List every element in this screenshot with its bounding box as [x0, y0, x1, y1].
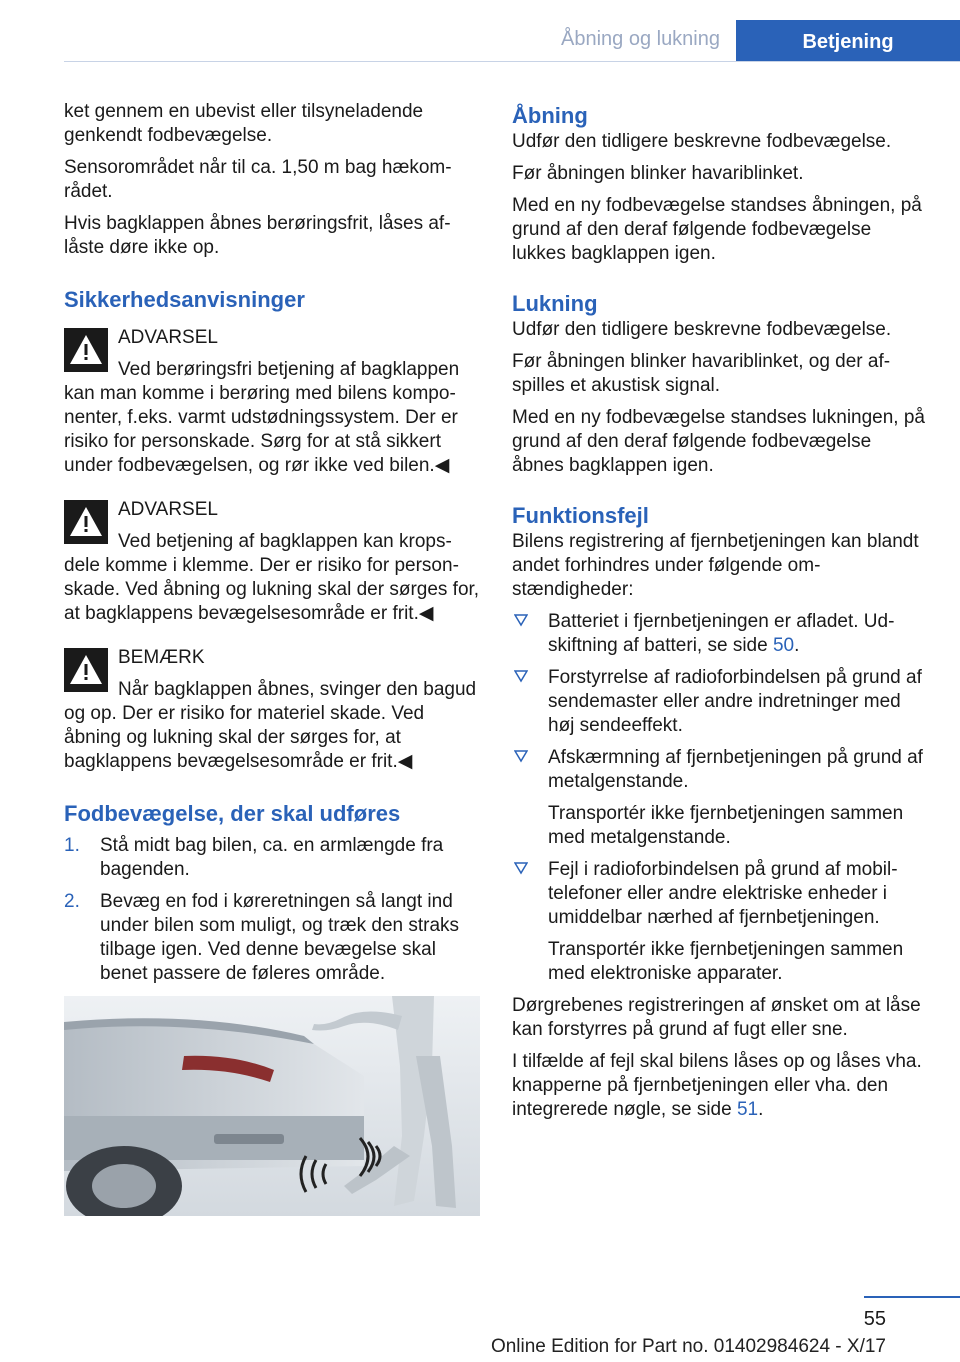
notice-text: Når bagklappen åbnes, svinger den bagud og op. Der er risiko for materiel skade. Ved åbning og lukning skal der sørges for, at bagklappens bevægelsesområde er frit.◀ [64, 679, 477, 772]
warning-block [64, 324, 480, 478]
notice-title: BEMÆRK [118, 647, 205, 668]
fault-sub-text: Transportér ikke fjernbetjeningen sammen med metalgenstande. [548, 803, 904, 848]
fault-text: Forstyrrelse af radioforbindelsen på grund af sendemaster eller andre indretninger med høj sendeeffekt. [548, 667, 922, 736]
step-text: Stå midt bag bilen, ca. en armlængde fra bagenden. [100, 835, 444, 880]
fault-text: Batteriet i fjernbetjeningen er afladet. Udskiftning af batteri, se side [548, 611, 895, 656]
footer-rule [864, 1296, 960, 1298]
triangle-bullet-icon [514, 669, 528, 683]
header-rule [64, 61, 960, 62]
step-number: 2. [64, 891, 80, 912]
closing-heading: Lukning [512, 291, 598, 316]
step-text: Bevæg en fod i køreretningen så langt ind under bilen som muligt, og træk den straks tilbage igen. Ved denne bevægelse skal benet passere de føleres område. [100, 891, 460, 984]
triangle-bullet-icon [514, 613, 528, 627]
fault-text: Afskærmning af fjernbetjeningen på grund af metalgenstande. [548, 747, 923, 792]
foot-movement-heading: Fodbevægelse, der skal udføres [64, 801, 401, 826]
intro-paragraph: ket gennem en ubevist eller tilsyneladende genkendt fodbevægelse. [64, 101, 424, 146]
fault-text-suffix: . [794, 635, 800, 656]
closing-paragraph: Før åbningen blinker havariblinket, og der afspilles et akustisk signal. [512, 351, 891, 396]
page-number: 55 [863, 1308, 886, 1330]
closing-paragraph: Med en ny fodbevægelse standses lukningen, på grund af den deraf følgende fodbevægelse åbnes bagklappen igen. [512, 407, 925, 476]
intro-paragraph: Sensorområdet når til ca. 1,50 m bag hækområdet. [64, 157, 452, 202]
fault-text: Fejl i radioforbindelsen på grund af mobiltelefoner eller andre elektriske enheder i umiddelbar nærhed af fjernbetjeningen. [548, 859, 898, 928]
fault-intro: Bilens registrering af fjernbetjeningen kan blandt andet forhindres under følgende omstændigheder: [512, 531, 919, 600]
opening-paragraph: Udfør den tidligere beskrevne fodbevægelse. [512, 131, 892, 152]
step-number: 1. [64, 835, 80, 856]
header-chapter-tab: Betjening [736, 20, 960, 62]
door-handle-paragraph: Dørgrebenes registreringen af ønsket om at låse kan forstyrres på grund af fugt eller sne. [512, 995, 921, 1040]
warning-title: ADVARSEL [118, 499, 218, 520]
warning-title: ADVARSEL [118, 327, 218, 348]
warning-triangle-icon [64, 328, 108, 372]
fault-list [512, 610, 928, 986]
edition-line: Online Edition for Part no. 01402984624 - X/17 [490, 1336, 886, 1357]
triangle-bullet-icon [514, 749, 528, 763]
step-item [64, 890, 480, 986]
fault-item [512, 666, 928, 738]
fault-item [512, 746, 928, 850]
page-header [0, 0, 960, 62]
fault-fallback-paragraph [512, 1050, 928, 1122]
safety-heading: Sikkerhedsanvisninger [64, 287, 305, 312]
opening-heading: Åbning [512, 103, 588, 128]
warning-triangle-icon [64, 500, 108, 544]
foot-gesture-illustration [64, 996, 480, 1216]
page-footer [64, 1296, 960, 1362]
warning-text: Ved berøringsfri betjening af bagklappen kan man komme i berøring med bilens komponenter, f.eks. varmt udstødningssystem. Der er risiko for personskade. Sørg for at stå sikkert under fodbevægelsen, og rør ikke ved bilen.◀ [64, 359, 460, 476]
left-column [64, 100, 480, 1216]
opening-paragraph: Med en ny fodbevægelse standses åbningen, på grund af den deraf følgende fodbevægelse lukkes bagklappen igen. [512, 195, 922, 264]
fallback-text: I tilfælde af fejl skal bilens låses op og låses vha. knapperne på fjernbetjeningen eller vha. den integrerede nøgle, se side [512, 1051, 922, 1120]
warning-text: Ved betjening af bagklappen kan kropsdele komme i klemme. Der er risiko for personskade. Ved åbning og lukning skal der sørges for, at bagklappens bevægelsesområde er frit.◀ [64, 531, 480, 624]
closing-paragraph: Udfør den tidligere beskrevne fodbevægelse. [512, 319, 892, 340]
header-section-title: Åbning og lukning [560, 28, 720, 50]
triangle-bullet-icon [514, 861, 528, 875]
warning-block [64, 496, 480, 626]
intro-paragraph: Hvis bagklappen åbnes berøringsfrit, låses aflåste døre ikke op. [64, 213, 451, 258]
step-item [64, 834, 480, 882]
fault-sub-text: Transportér ikke fjernbetjeningen sammen med elektroniske apparater. [548, 939, 904, 984]
page-link-50[interactable]: 50 [772, 635, 795, 656]
notice-block [64, 644, 480, 774]
warning-triangle-icon [64, 648, 108, 692]
steps-list [64, 834, 480, 986]
page-link-51[interactable]: 51 [736, 1099, 759, 1120]
right-column [512, 100, 928, 1130]
fault-item [512, 610, 928, 658]
fallback-suffix: . [758, 1099, 764, 1120]
opening-paragraph: Før åbningen blinker havariblinket. [512, 163, 804, 184]
fault-item [512, 858, 928, 986]
fault-heading: Funktionsfejl [512, 503, 649, 528]
